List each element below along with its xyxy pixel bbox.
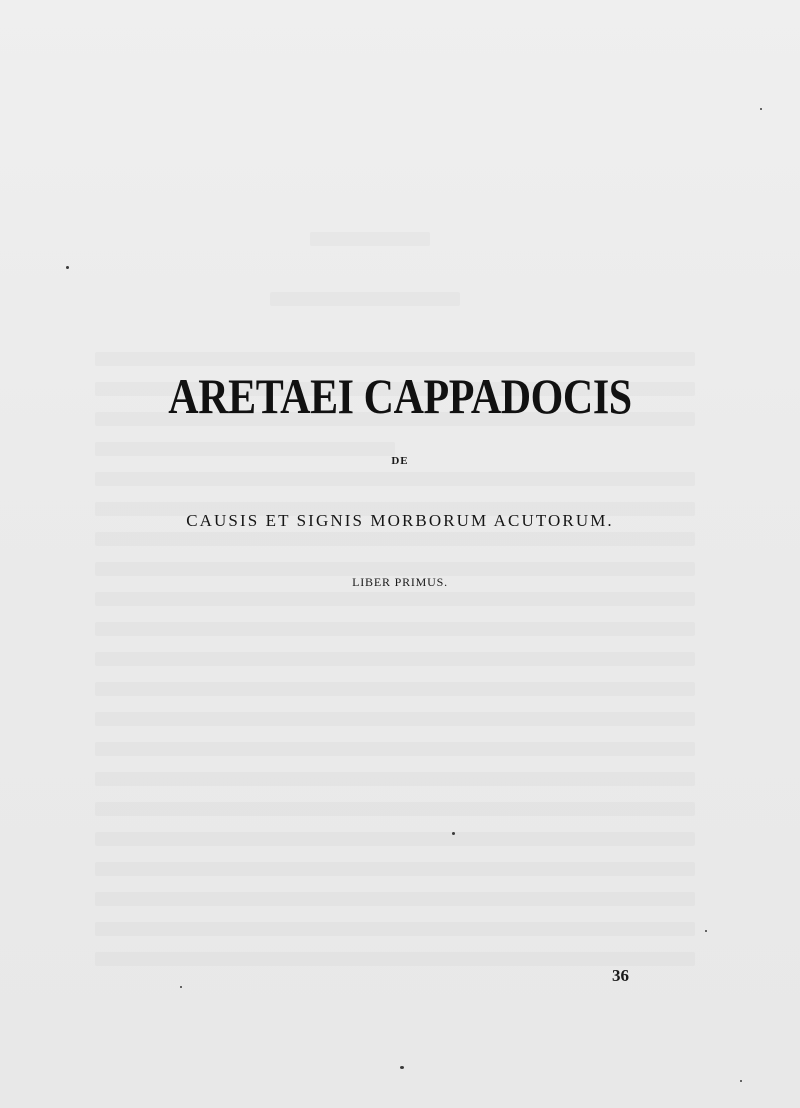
paper-speck [740,1080,742,1082]
page-number: 36 [612,966,629,985]
author-title: ARETAEI CAPPADOCIS [168,368,632,424]
paper-speck [66,266,69,269]
paper-speck [705,930,707,932]
work-title: CAUSIS ET SIGNIS MORBORUM ACUTORUM. [186,511,614,530]
paper-speck [400,1066,404,1069]
preposition-de: DE [391,455,409,467]
paper-speck [452,832,455,835]
book-label: LIBER PRIMUS. [352,575,448,589]
paper-speck [180,986,182,988]
paper-speck [760,108,762,110]
